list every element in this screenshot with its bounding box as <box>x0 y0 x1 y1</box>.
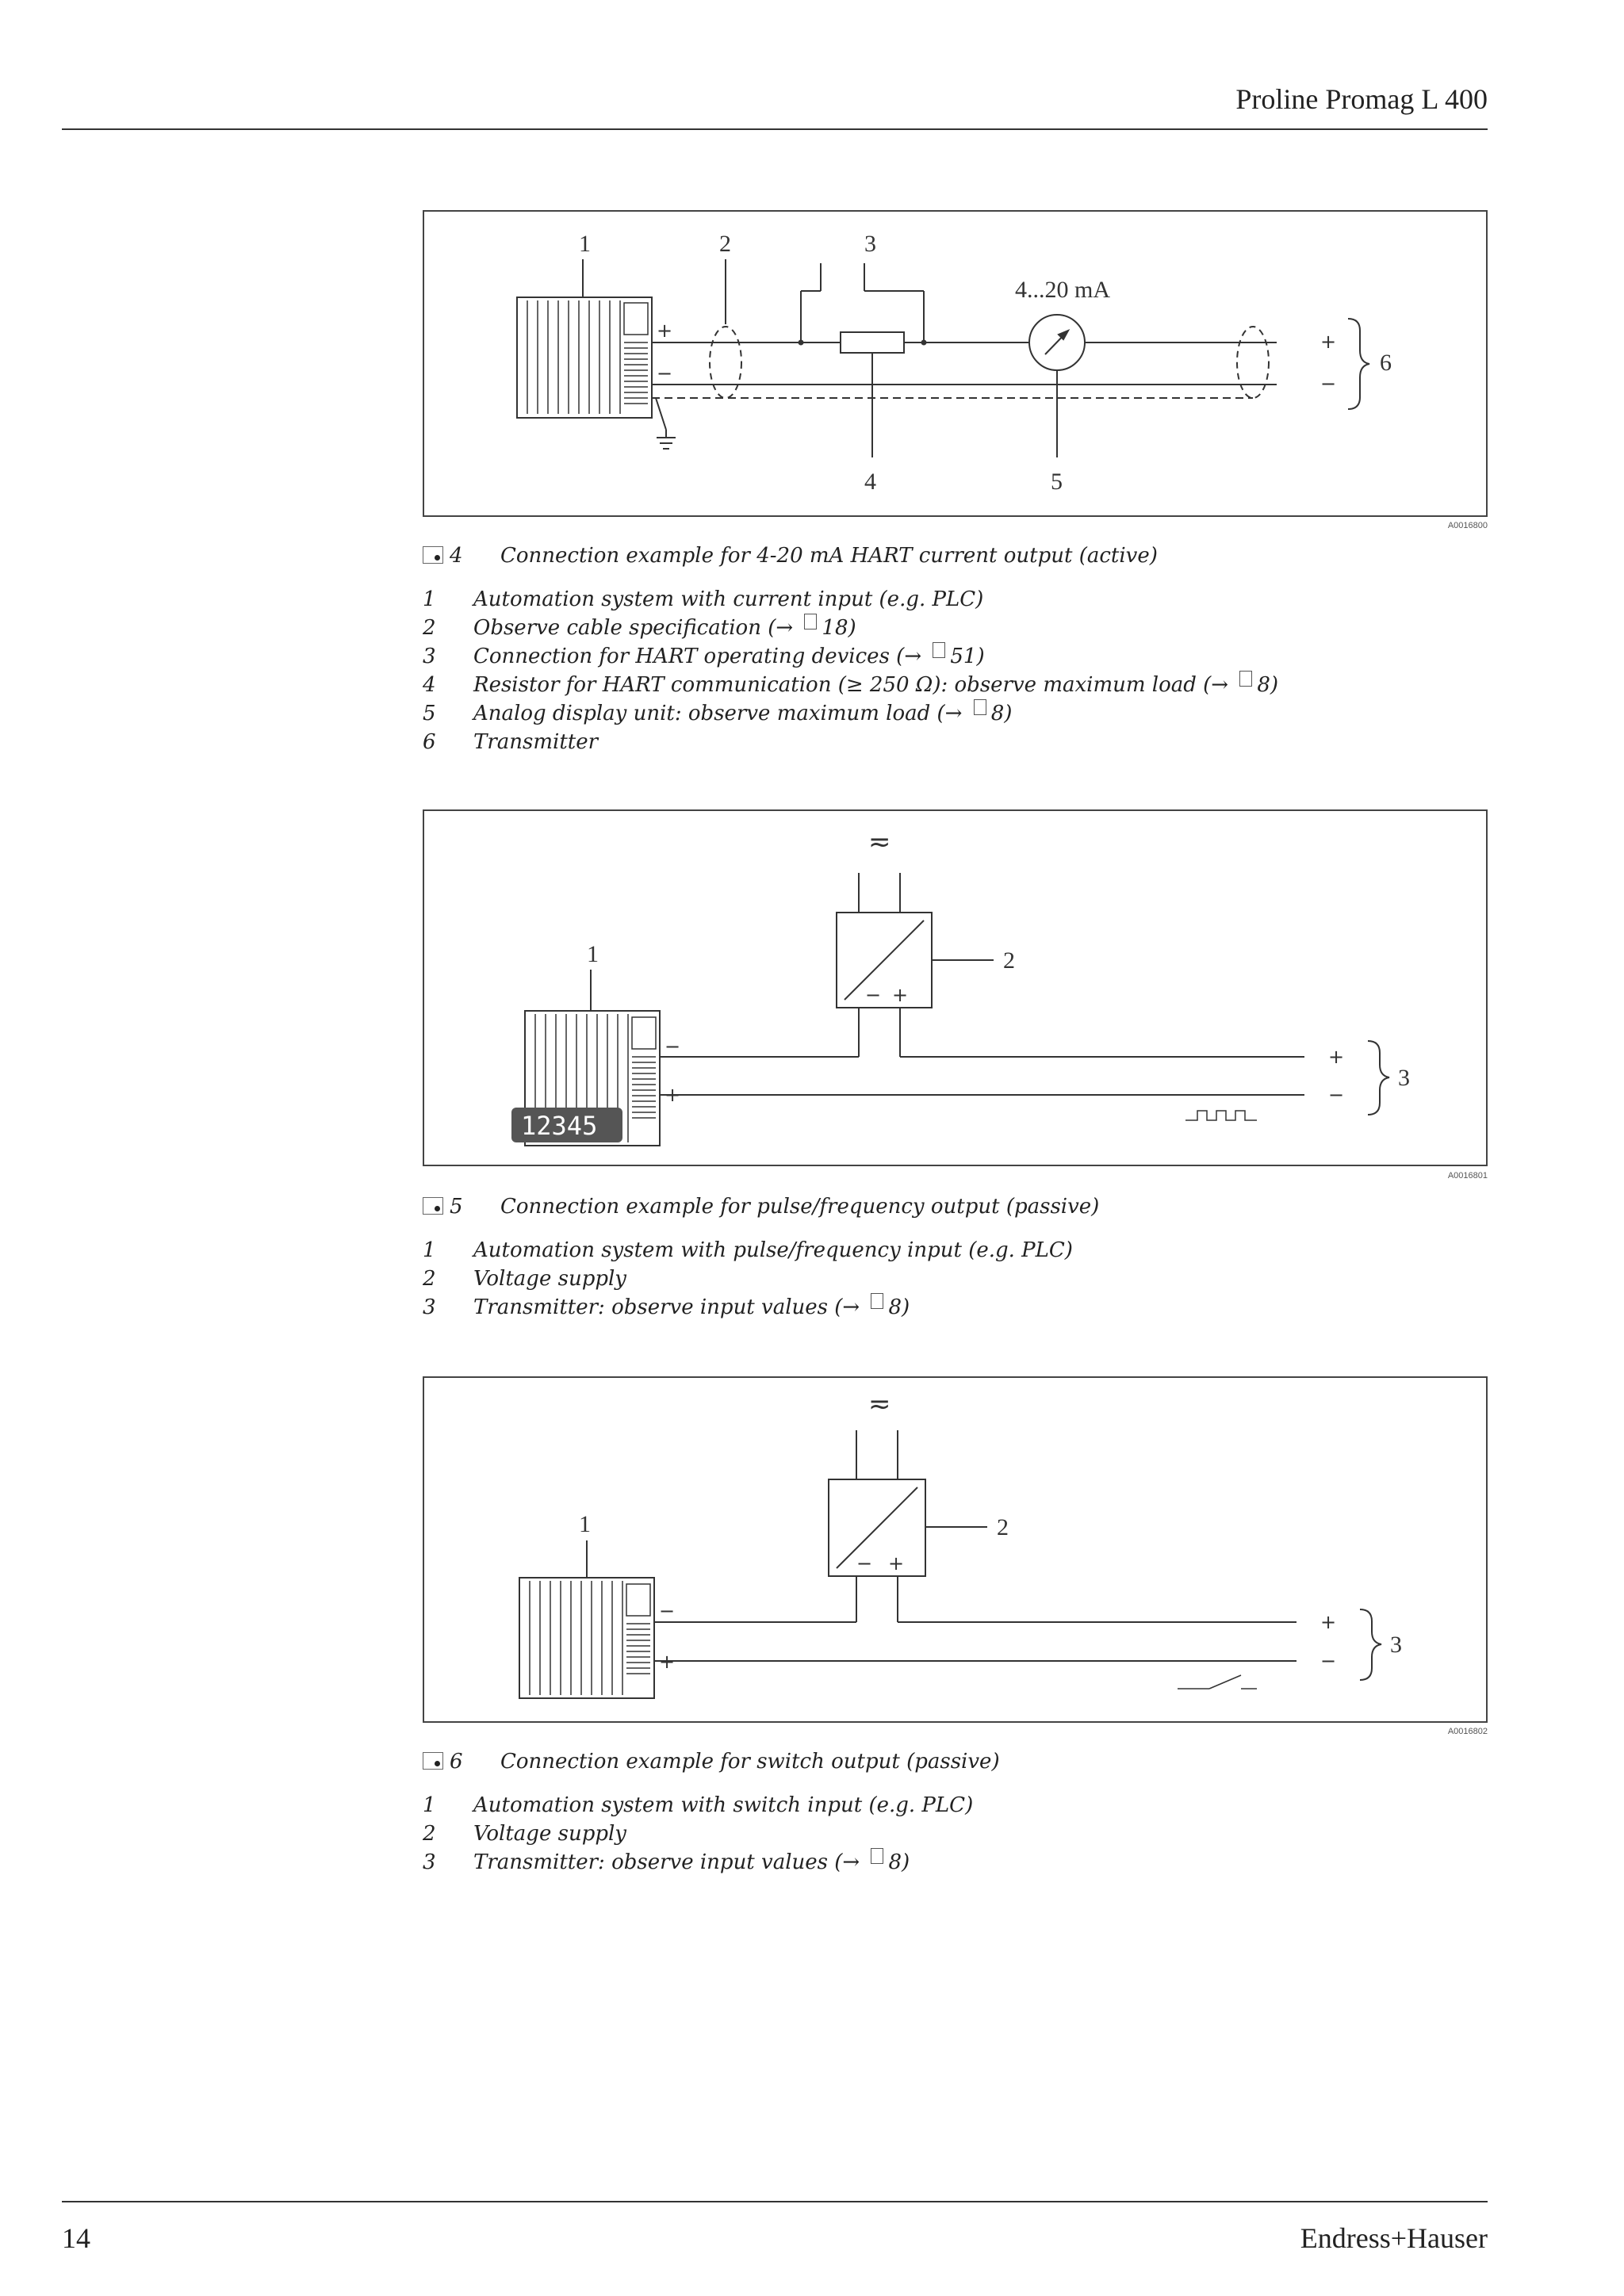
figure-6-svg <box>424 1378 1489 1724</box>
figure-5-legend <box>423 1236 1073 1322</box>
doc-ref-icon <box>933 642 945 658</box>
figure-4-legend <box>423 585 1278 756</box>
page-ref-link[interactable]: 8 <box>888 1295 902 1319</box>
figure-4-caption: 4 Connection example for 4-20 mA HART current output (active) <box>423 544 1158 568</box>
doc-ref-icon <box>804 614 817 629</box>
figure-icon <box>423 1197 443 1215</box>
figure-5-svg <box>424 811 1489 1168</box>
callout-3: 3 <box>864 231 876 257</box>
brand-name: Endress+Hauser <box>1300 2222 1488 2254</box>
tx-plus-label: + <box>1320 331 1337 353</box>
ac-icon: ≂ <box>868 1388 891 1420</box>
legend-item: 3 Transmitter: observe input values (→ 8 ) <box>423 1293 1073 1322</box>
legend-item: 1 Automation system with current input (e.g. PLC) <box>423 587 984 611</box>
legend-item: 2 Voltage supply <box>423 1267 626 1291</box>
figure-6-legend <box>423 1791 973 1877</box>
page-ref-link[interactable]: 8 <box>1257 673 1270 697</box>
tx-plus-label: + <box>1320 1611 1337 1633</box>
legend-item: 2 Observe cable specification (→ 18 ) <box>423 614 1278 642</box>
page-ref-link[interactable]: 51 <box>950 645 977 668</box>
figure-6-diagram <box>423 1376 1488 1723</box>
supply-minus-label: − <box>856 1552 873 1575</box>
doc-ref-icon <box>871 1293 883 1309</box>
doc-ref-icon <box>871 1848 883 1864</box>
display-value: 12345 <box>521 1111 598 1141</box>
figure-6-caption: 6 Connection example for switch output (passive) <box>423 1750 1000 1774</box>
figure-icon <box>423 546 443 564</box>
figure-4-id: A0016800 <box>1447 521 1488 530</box>
plc-minus-label: − <box>659 1600 676 1622</box>
supply-minus-label: − <box>865 984 882 1006</box>
figure-5-caption: 5 Connection example for pulse/frequency output (passive) <box>423 1195 1099 1219</box>
supply-plus-label: + <box>888 1552 905 1575</box>
legend-item: 1 Automation system with switch input (e.g. PLC) <box>423 1793 974 1817</box>
header-title: Proline Promag L 400 <box>1235 83 1488 115</box>
current-range-label: 4...20 mA <box>1015 277 1110 303</box>
callout-3: 3 <box>1390 1632 1402 1658</box>
ac-icon: ≂ <box>868 826 891 858</box>
callout-3: 3 <box>1398 1065 1410 1091</box>
doc-ref-icon <box>1239 671 1252 687</box>
tx-minus-label: − <box>1320 1650 1337 1672</box>
figure-5-diagram <box>423 809 1488 1166</box>
legend-item: 2 Voltage supply <box>423 1822 626 1846</box>
figure-5-id: A0016801 <box>1447 1171 1488 1181</box>
figure-6-id: A0016802 <box>1447 1727 1488 1736</box>
tx-minus-label: − <box>1320 373 1337 395</box>
plc-plus-label: + <box>659 1651 676 1673</box>
callout-5: 5 <box>1051 469 1063 495</box>
page-header <box>62 82 1488 130</box>
legend-item: 4 Resistor for HART communication (≥ 250 Ω): observe maximum load (→ 8 ) <box>423 671 1278 699</box>
callout-2: 2 <box>719 231 731 257</box>
doc-ref-icon <box>974 699 986 715</box>
legend-item: 6 Transmitter <box>423 730 599 754</box>
callout-4: 4 <box>864 469 876 495</box>
page-ref-link[interactable]: 8 <box>990 702 1005 725</box>
callout-1: 1 <box>579 1511 591 1537</box>
callout-2: 2 <box>1003 947 1015 974</box>
figure-4-diagram <box>423 210 1488 517</box>
page-ref-link[interactable]: 18 <box>822 616 848 640</box>
plc-plus-label: + <box>657 320 673 342</box>
figure-icon <box>423 1752 443 1770</box>
legend-item: 3 Transmitter: observe input values (→ 8 ) <box>423 1848 973 1877</box>
legend-item: 5 Analog display unit: observe maximum load (→ 8 ) <box>423 699 1278 728</box>
figure-4-svg <box>424 212 1489 519</box>
callout-1: 1 <box>579 231 591 257</box>
page-number: 14 <box>62 2222 90 2254</box>
plc-minus-label: − <box>665 1035 681 1058</box>
supply-plus-label: + <box>892 984 909 1006</box>
page-footer <box>62 2201 1488 2266</box>
callout-6: 6 <box>1380 350 1392 376</box>
plc-plus-label: + <box>665 1084 681 1106</box>
tx-minus-label: − <box>1328 1084 1345 1106</box>
legend-item: 3 Connection for HART operating devices (→ 51 ) <box>423 642 1278 671</box>
page-ref-link[interactable]: 8 <box>888 1850 902 1874</box>
callout-1: 1 <box>587 941 599 967</box>
plc-minus-label: − <box>657 362 673 385</box>
tx-plus-label: + <box>1328 1046 1345 1068</box>
callout-2: 2 <box>997 1514 1009 1540</box>
legend-item: 1 Automation system with pulse/frequency input (e.g. PLC) <box>423 1238 1073 1262</box>
